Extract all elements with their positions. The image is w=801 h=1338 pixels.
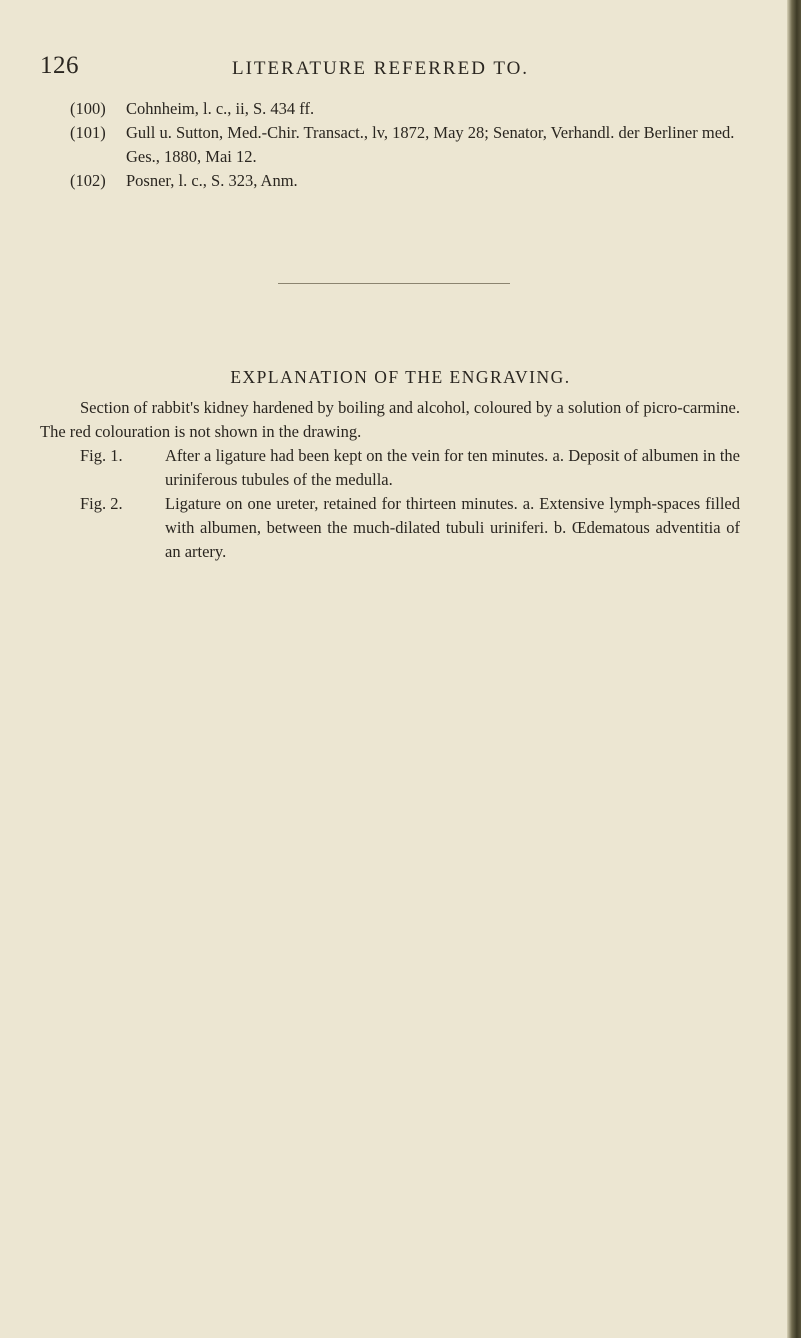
section-divider [278, 283, 510, 284]
reference-number: (100) [70, 99, 106, 118]
figure-label: Fig. 1. [80, 446, 123, 465]
page-number: 126 [40, 52, 79, 79]
figure-caption [40, 444, 740, 492]
reference-text: Cohnheim, l. c., ii, S. 434 ff. [126, 99, 315, 118]
figure-caption [40, 492, 740, 564]
running-head: LITERATURE REFERRED TO. [232, 58, 530, 79]
explanation-body [40, 396, 740, 564]
reference-number: (102) [70, 171, 106, 190]
reference-item [70, 169, 750, 193]
reference-item [70, 121, 750, 169]
figure-text: Ligature on one ureter, retained for thirteen minutes. a. Extensive lymph-spaces filled with albumen, between the much-dilated tubuli uriniferi. b. Œdematous adventitia of an artery. [165, 494, 740, 561]
explanation-intro: Section of rabbit's kidney hardened by boiling and alcohol, coloured by a solution of picro-carmine. The red colouration is not shown in the drawing. [40, 398, 740, 441]
section-heading: EXPLANATION OF THE ENGRAVING. [230, 367, 571, 387]
page-edge [787, 0, 801, 1338]
reference-text: Gull u. Sutton, Med.-Chir. Transact., lv, 1872, May 28; Senator, Verhandl. der Berliner med. Ges., 1880, Mai 12. [126, 123, 735, 166]
reference-item [70, 97, 750, 121]
figure-text: After a ligature had been kept on the vein for ten minutes. a. Deposit of albumen in the uriniferous tubules of the medulla. [165, 446, 740, 489]
reference-list [70, 97, 750, 193]
reference-number: (101) [70, 123, 106, 142]
figure-label: Fig. 2. [80, 494, 123, 513]
reference-text: Posner, l. c., S. 323, Anm. [126, 171, 298, 190]
